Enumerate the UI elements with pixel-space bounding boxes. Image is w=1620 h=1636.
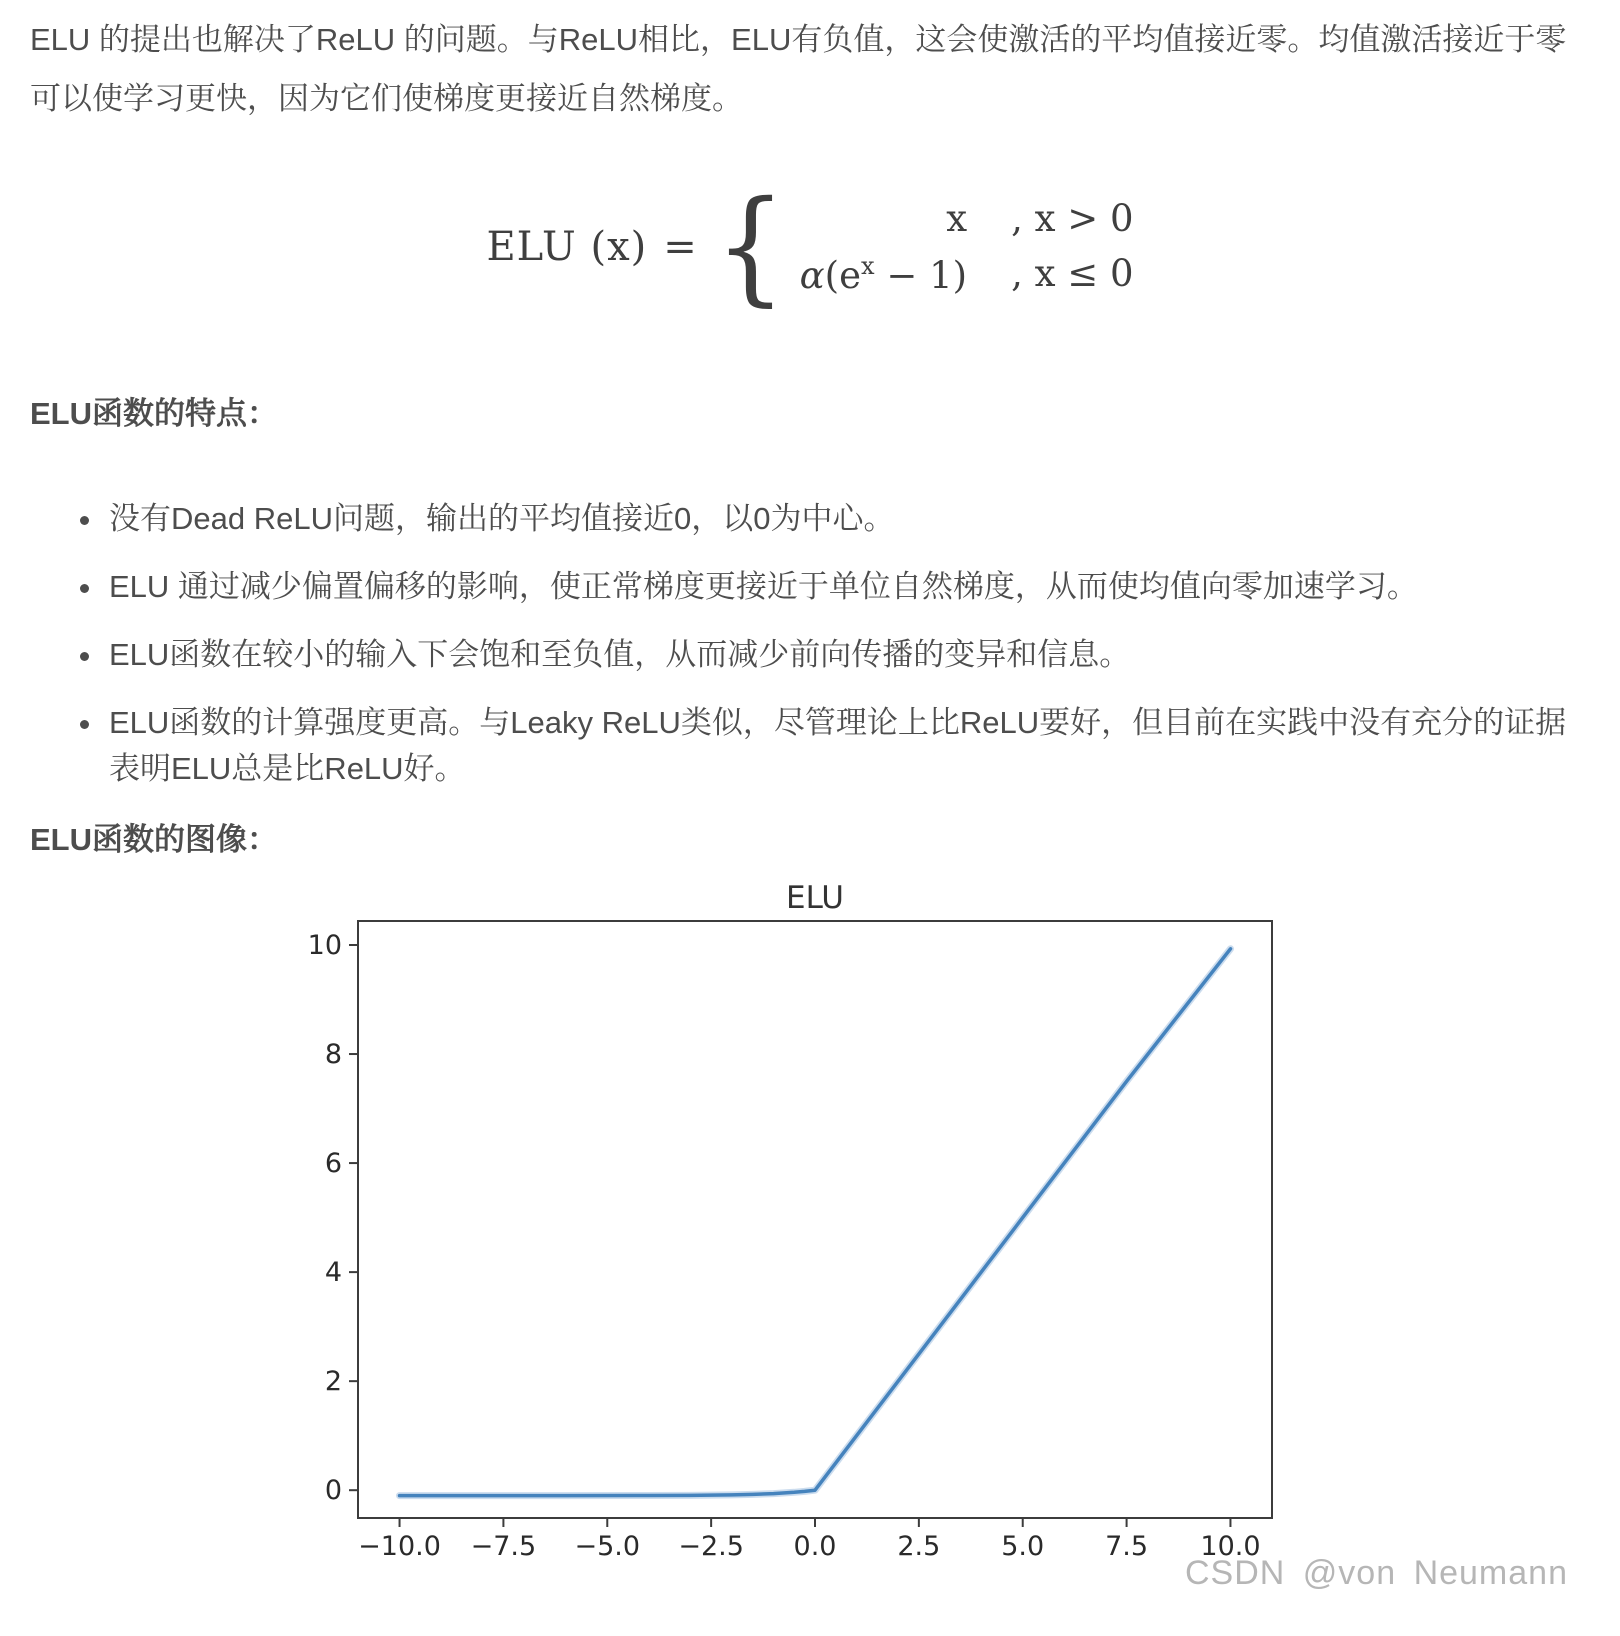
formula-lhs: ELU (x) xyxy=(486,224,648,270)
elu-formula xyxy=(0,175,1620,319)
x-axis-tick-label: 5.0 xyxy=(1001,1531,1045,1562)
formula-case2-condition: , x ≤ 0 xyxy=(1011,252,1134,295)
formula-cases xyxy=(800,197,1134,297)
x-axis-tick-label: 0.0 xyxy=(793,1531,837,1562)
elu-line-halo xyxy=(400,949,1231,1496)
feature-item: • ELU 通过减少偏置偏移的影响，使正常梯度更接近于单位自然梯度，从而使均值向零加速学习。 xyxy=(105,564,1595,610)
y-axis-tick-label: 4 xyxy=(324,1257,342,1289)
y-axis-tick-label: 10 xyxy=(307,929,342,961)
formula-case2-sup: x xyxy=(861,252,875,280)
formula-case1-value: x xyxy=(946,197,968,240)
page-root xyxy=(0,10,1620,1636)
formula-case2-rest: − 1) xyxy=(874,254,968,297)
plot-frame xyxy=(358,921,1272,1518)
feature-item: • ELU函数在较小的输入下会饱和至负值，从而减少前向传播的变异和信息。 xyxy=(105,632,1595,678)
feature-item: • ELU函数的计算强度更高。与Leaky ReLU类似，尽管理论上比ReLU要好，但目前在实践中没有充分的证据表明ELU总是比ReLU好。 xyxy=(105,700,1595,792)
x-axis-tick-label: 2.5 xyxy=(897,1531,941,1562)
chart-plot xyxy=(308,880,1272,1562)
x-axis-tick-label: −5.0 xyxy=(574,1531,641,1562)
features-list xyxy=(105,496,1595,792)
feature-item: • 没有Dead ReLU问题，输出的平均值接近0，以0为中心。 xyxy=(105,496,1595,542)
y-axis-tick-label: 2 xyxy=(324,1366,342,1398)
formula-equals: = xyxy=(663,224,697,270)
watermark: CSDN @von Neumann xyxy=(1185,1554,1568,1592)
y-axis-tick-label: 0 xyxy=(324,1475,342,1507)
image-heading: ELU函数的图像： xyxy=(30,822,278,857)
y-axis-tick-label: 6 xyxy=(324,1148,342,1180)
x-axis-tick-label: −7.5 xyxy=(470,1531,537,1562)
elu-chart-svg xyxy=(290,862,1290,1604)
intro-paragraph: ELU 的提出也解决了ReLU 的问题。与ReLU相比，ELU有负值，这会使激活的平均值接近零。均值激活接近于零可以使学习更快，因为它们使梯度更接近自然梯度。 xyxy=(30,22,1567,116)
features-heading: ELU函数的特点： xyxy=(30,396,278,431)
elu-line xyxy=(400,949,1231,1496)
formula-brace: { xyxy=(714,175,786,319)
x-axis-tick-label: −2.5 xyxy=(678,1531,744,1562)
formula-case2-value xyxy=(800,252,967,297)
x-axis-tick-label: 10.0 xyxy=(1200,1531,1261,1562)
formula-case2-base: (e xyxy=(824,254,862,297)
formula-case1-condition: , x > 0 xyxy=(1011,197,1134,240)
chart-title: ELU xyxy=(785,880,845,916)
y-axis-tick-label: 8 xyxy=(324,1039,342,1071)
x-axis-tick-label: −10.0 xyxy=(358,1531,441,1562)
formula-alpha: α xyxy=(799,254,825,297)
x-axis-tick-label: 7.5 xyxy=(1105,1531,1149,1562)
